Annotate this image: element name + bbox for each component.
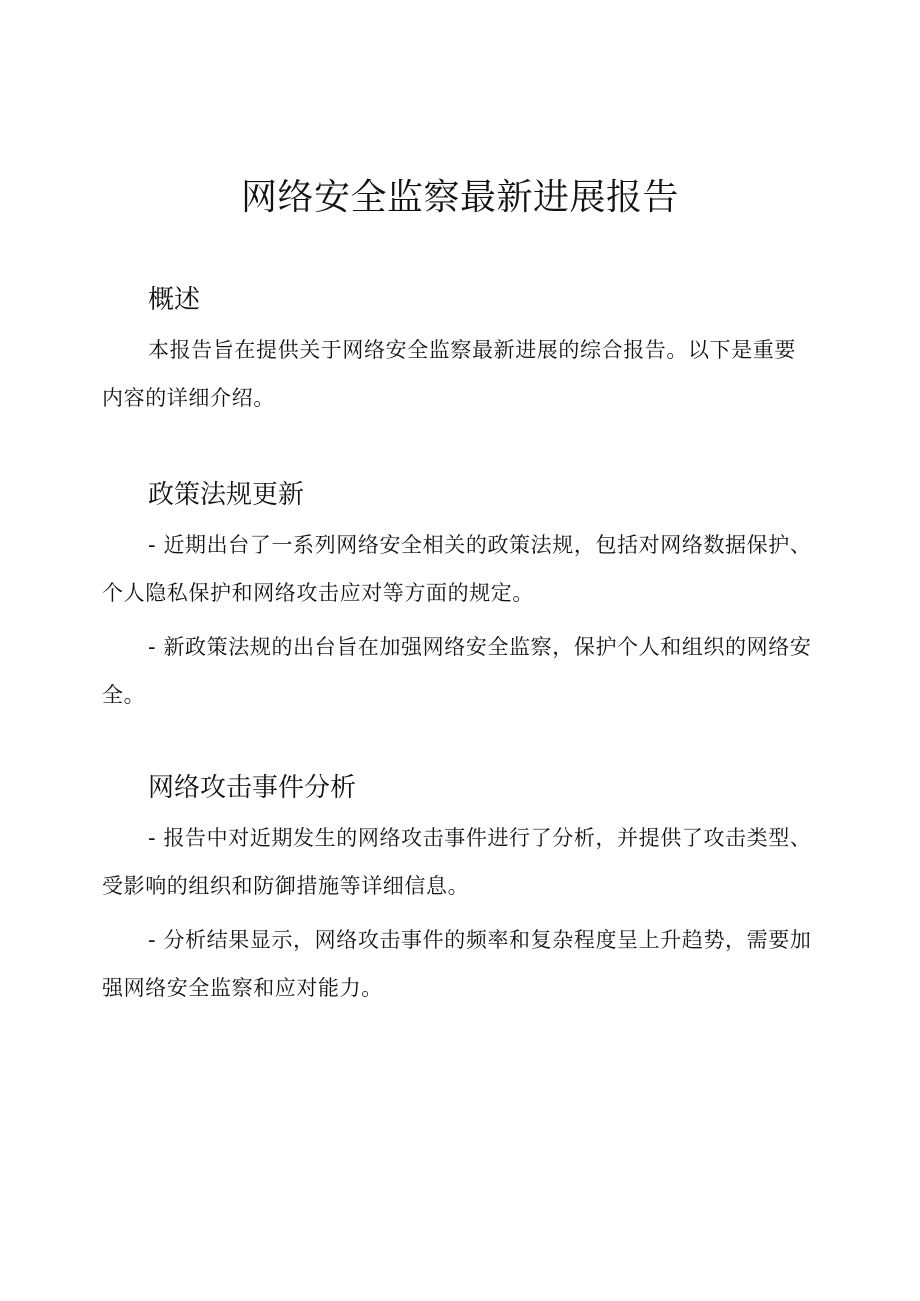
attack-paragraph-1: - 报告中对近期发生的网络攻击事件进行了分析，并提供了攻击类型、受影响的组织和防御措施等详细信息。 — [102, 826, 812, 898]
overview-paragraph: 本报告旨在提供关于网络安全监察最新进展的综合报告。以下是重要内容的详细介绍。 — [102, 338, 796, 410]
section-overview — [102, 280, 812, 422]
section-policy-updates — [102, 475, 812, 719]
attack-paragraph-2: - 分析结果显示，网络攻击事件的频率和复杂程度呈上升趋势，需要加强网络安全监察和应对能力。 — [102, 928, 812, 1000]
section-heading-attack-analysis: 网络攻击事件分析 — [148, 773, 357, 803]
section-attack-analysis — [102, 768, 812, 1012]
policy-paragraph-2: - 新政策法规的出台旨在加强网络安全监察，保护个人和组织的网络安全。 — [102, 635, 812, 707]
document-title: 网络安全监察最新进展报告 — [240, 177, 679, 218]
section-heading-overview: 概述 — [148, 285, 201, 315]
section-heading-policy-updates: 政策法规更新 — [148, 480, 305, 510]
policy-paragraph-1: - 近期出台了一系列网络安全相关的政策法规，包括对网络数据保护、个人隐私保护和网络攻击应对等方面的规定。 — [102, 533, 812, 605]
